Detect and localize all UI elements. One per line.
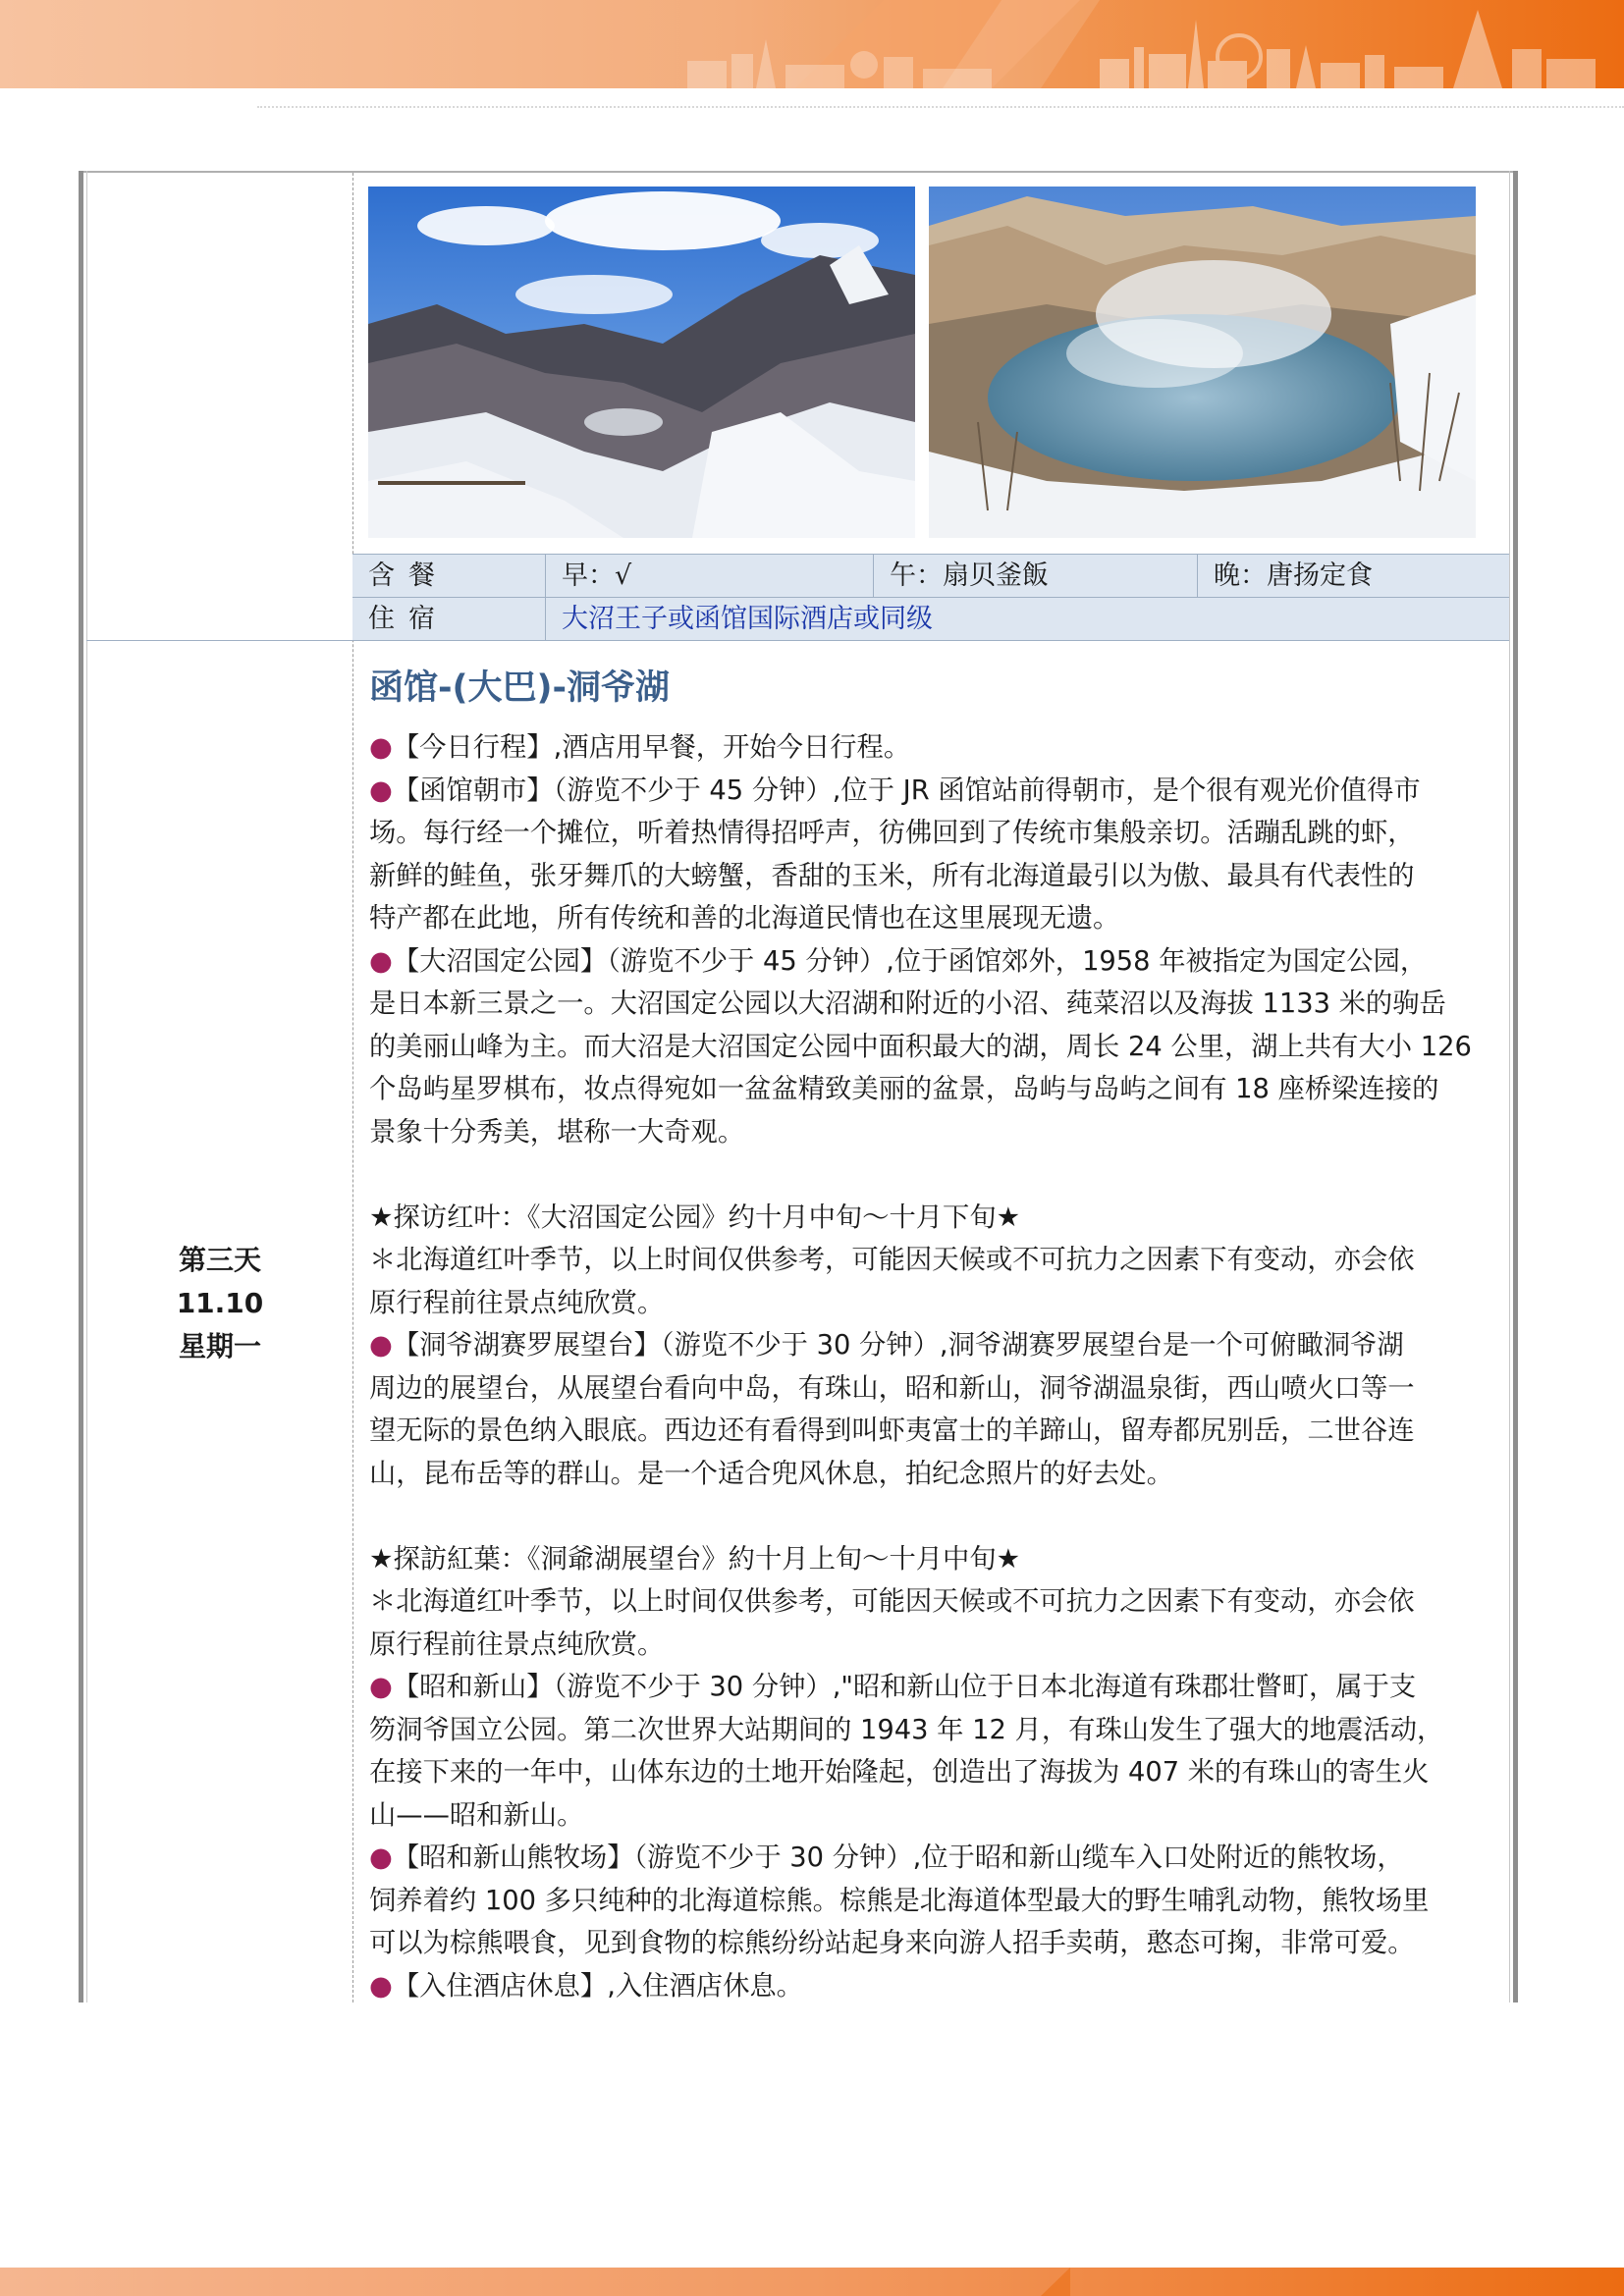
oyunuma-pond-photo <box>929 187 1476 538</box>
table-left-inner-border <box>86 171 87 2002</box>
bullet-icon: ● <box>369 1330 393 1361</box>
itinerary-line: ★探訪紅葉：《洞爺湖展望台》約十月上旬～十月中旬★ <box>369 1543 1021 1575</box>
dinner-cell: 晚：唐扬定食 <box>1197 555 1509 597</box>
hotel-row <box>352 597 1509 641</box>
day-label <box>87 1239 352 1368</box>
itinerary-line: 望无际的景色纳入眼底。西边还有看得到叫虾夷富士的羊蹄山，留寿都尻别岳，二世谷连 <box>369 1415 1415 1446</box>
itinerary-line: 的美丽山峰为主。而大沼是大沼国定公园中面积最大的湖，周长 24 公里，湖上共有大小 126 <box>369 1031 1472 1062</box>
day-name: 第三天 <box>178 1244 261 1276</box>
itinerary-line: 在接下来的一年中，山体东边的土地开始隆起，创造出了海拔为 407 米的有珠山的寄生火 <box>369 1757 1430 1788</box>
day-weekday: 星期一 <box>178 1330 261 1362</box>
day-date: 11.10 <box>176 1287 264 1319</box>
footer-bar <box>0 2268 1624 2296</box>
route-title: 函馆-(大巴)-洞爷湖 <box>369 668 671 708</box>
itinerary-line: 景象十分秀美，堪称一大奇观。 <box>369 1116 745 1148</box>
table-right-inner-border <box>1509 171 1510 2002</box>
lunch-cell: 午：扇贝釜飯 <box>873 555 1197 597</box>
bullet-icon: ● <box>369 732 393 763</box>
hotel-label: 住宿 <box>368 604 449 634</box>
meals-hotel-table <box>352 554 1509 640</box>
city-skyline-decoration <box>0 0 1624 88</box>
table-column-divider <box>352 173 353 2002</box>
blank-line <box>369 1153 1504 1197</box>
itinerary-line: 笏洞爷国立公园。第二次世界大站期间的 1943 年 12 月，有珠山发生了强大的地震活动， <box>369 1714 1444 1745</box>
breakfast-cell: 早：√ <box>545 555 873 597</box>
header-banner <box>0 0 1624 88</box>
hotel-value: 大沼王子或函馆国际酒店或同级 <box>545 598 1509 640</box>
itinerary-line: ●【函馆朝市】（游览不少于 45 分钟）,位于 JR 函馆站前得朝市，是个很有观光价值得市 <box>369 774 1421 806</box>
itinerary-line: 特产都在此地，所有传统和善的北海道民情也在这里展现无遗。 <box>369 903 1120 934</box>
table-top-border <box>79 171 1518 173</box>
itinerary-text <box>369 726 1504 2007</box>
header-dotted-rule <box>257 106 1624 108</box>
itinerary-line: 新鲜的鲑鱼，张牙舞爪的大螃蟹，香甜的玉米，所有北海道最引以为傲、最具有代表性的 <box>369 860 1415 891</box>
itinerary-line: ●【洞爷湖赛罗展望台】（游览不少于 30 分钟）,洞爷湖赛罗展望台是一个可俯瞰洞爷湖 <box>369 1330 1404 1361</box>
itinerary-line: 可以为棕熊喂食，见到食物的棕熊纷纷站起身来向游人招手卖萌，憨态可掬，非常可爱。 <box>369 1928 1415 1958</box>
itinerary-line: 个岛屿星罗棋布，妆点得宛如一盆盆精致美丽的盆景，岛屿与岛屿之间有 18 座桥梁连接的 <box>369 1074 1439 1104</box>
itinerary-line: 原行程前往景点纯欣赏。 <box>369 1629 665 1660</box>
footer-accent <box>1041 2268 1070 2296</box>
itinerary-line: ●【大沼国定公园】（游览不少于 45 分钟）,位于函馆郊外，1958 年被指定为国定公园， <box>369 945 1428 977</box>
itinerary-line: 饲养着约 100 多只纯种的北海道棕熊。棕熊是北海道体型最大的野生哺乳动物，熊牧场里 <box>369 1885 1430 1916</box>
bullet-icon: ● <box>369 945 393 977</box>
itinerary-line: 原行程前往景点纯欣赏。 <box>369 1287 665 1318</box>
itinerary-line: ●【入住酒店休息】,入住酒店休息。 <box>369 1970 803 2002</box>
itinerary-line: ＊北海道红叶季节，以上时间仅供参考，可能因天候或不可抗力之因素下有变动，亦会依 <box>369 1245 1415 1275</box>
itinerary-line: ＊北海道红叶季节，以上时间仅供参考，可能因天候或不可抗力之因素下有变动，亦会依 <box>369 1586 1415 1617</box>
itinerary-line: 山，昆布岳等的群山。是一个适合兜风休息，拍纪念照片的好去处。 <box>369 1458 1173 1489</box>
jigokudani-valley-photo <box>368 187 915 538</box>
table-right-border <box>1513 171 1518 2002</box>
itinerary-line: ●【昭和新山熊牧场】（游览不少于 30 分钟）,位于昭和新山缆车入口处附近的熊牧场， <box>369 1842 1404 1873</box>
bullet-icon: ● <box>369 1842 393 1873</box>
itinerary-line: 是日本新三景之一。大沼国定公园以大沼湖和附近的小沼、莼菜沼以及海拔 1133 米的驹岳 <box>369 988 1446 1019</box>
itinerary-line: ●【昭和新山】（游览不少于 30 分钟）,"昭和新山位于日本北海道有珠郡壮瞥町，属于支 <box>369 1672 1417 1702</box>
meals-row <box>352 554 1509 597</box>
itinerary-line: 场。每行经一个摊位，听着热情得招呼声，彷佛回到了传统市集般亲切。活蹦乱跳的虾， <box>369 818 1415 848</box>
meals-label: 含餐 <box>368 561 449 591</box>
blank-line <box>369 1495 1504 1538</box>
table-left-border <box>79 171 83 2002</box>
bullet-icon: ● <box>369 1672 393 1702</box>
itinerary-line: ●【今日行程】,酒店用早餐，开始今日行程。 <box>369 732 911 763</box>
itinerary-line: 山——昭和新山。 <box>369 1799 584 1831</box>
bullet-icon: ● <box>369 774 393 806</box>
bullet-icon: ● <box>369 1970 393 2002</box>
itinerary-line: 周边的展望台，从展望台看向中岛，有珠山，昭和新山，洞爷湖温泉街，西山喷火口等一 <box>369 1372 1415 1404</box>
itinerary-line: ★探访红叶：《大沼国定公园》约十月中旬～十月下旬★ <box>369 1201 1021 1233</box>
